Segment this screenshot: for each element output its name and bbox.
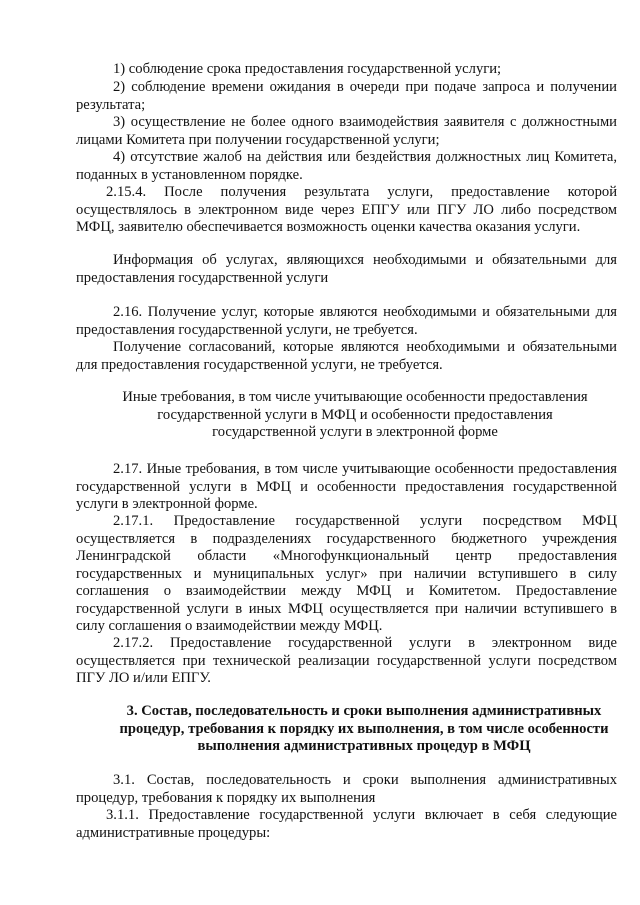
paragraph-2-17-2: 2.17.2. Предоставление государственной услуги в электронном виде осуществляется при технической реализации государственной услуги посредством ПГУ ЛО и/или ЕПГУ. — [76, 635, 617, 686]
paragraph-criteria-3: 3) осуществление не более одного взаимодействия заявителя с должностными лицами Комитета при получении государственной услуги; — [76, 114, 617, 148]
paragraph-approvals: Получение согласований, которые являются необходимыми и обязательными для предоставления государственной услуги, не требуется. — [76, 339, 617, 373]
paragraph-3-1-1: 3.1.1. Предоставление государственной услуги включает в себя следующие административные процедуры: — [76, 807, 617, 841]
paragraph-2-16: 2.16. Получение услуг, которые являются необходимыми и обязательными для предоставления государственной услуги, не требуется. — [76, 304, 617, 338]
paragraph-3-1: 3.1. Состав, последовательность и сроки выполнения административных процедур, требования к порядку их выполнения — [76, 772, 617, 806]
paragraph-criteria-1: 1) соблюдение срока предоставления государственной услуги; — [113, 61, 502, 77]
paragraph-2-15-4: 2.15.4. После получения результата услуги, предоставление которой осуществлялось в электронном виде через ЕПГУ или ПГУ ЛО либо посредством МФЦ, заявителю обеспечивается возможность оценки качества оказания услуги. — [76, 184, 617, 235]
section-3-heading: 3. Состав, последовательность и сроки выполнения административных процедур, требования к порядку их выполнения, в том числе особенности выполнения административных процедур в МФЦ — [119, 703, 609, 754]
heading-required-services: Информация об услугах, являющихся необходимыми и обязательными для предоставления государственной услуги — [76, 252, 617, 286]
paragraph-criteria-2: 2) соблюдение времени ожидания в очереди при подаче запроса и получении результата; — [76, 79, 617, 113]
heading-other-requirements: Иные требования, в том числе учитывающие особенности предоставления государственной услуги в МФЦ и особенности предоставления государственной услуги в электронной форме — [122, 389, 588, 440]
paragraph-2-17: 2.17. Иные требования, в том числе учитывающие особенности предоставления государственной услуги в МФЦ и особенности предоставления государственной услуги в электронной форме. — [76, 461, 617, 512]
paragraph-criteria-4: 4) отсутствие жалоб на действия или бездействия должностных лиц Комитета, поданных в установленном порядке. — [76, 149, 617, 183]
paragraph-2-17-1: 2.17.1. Предоставление государственной услуги посредством МФЦ осуществляется в подразделениях государственного бюджетного учреждения Ленинградской области «Многофункциональный центр предоставления государственных и муниципальных услуг» при наличии вступившего в силу соглашения о взаимодействии между МФЦ и Комитетом. Предоставление государственной услуги в иных МФЦ осуществляется при наличии вступившего в силу соглашения о взаимодействии между МФЦ. — [76, 513, 617, 634]
